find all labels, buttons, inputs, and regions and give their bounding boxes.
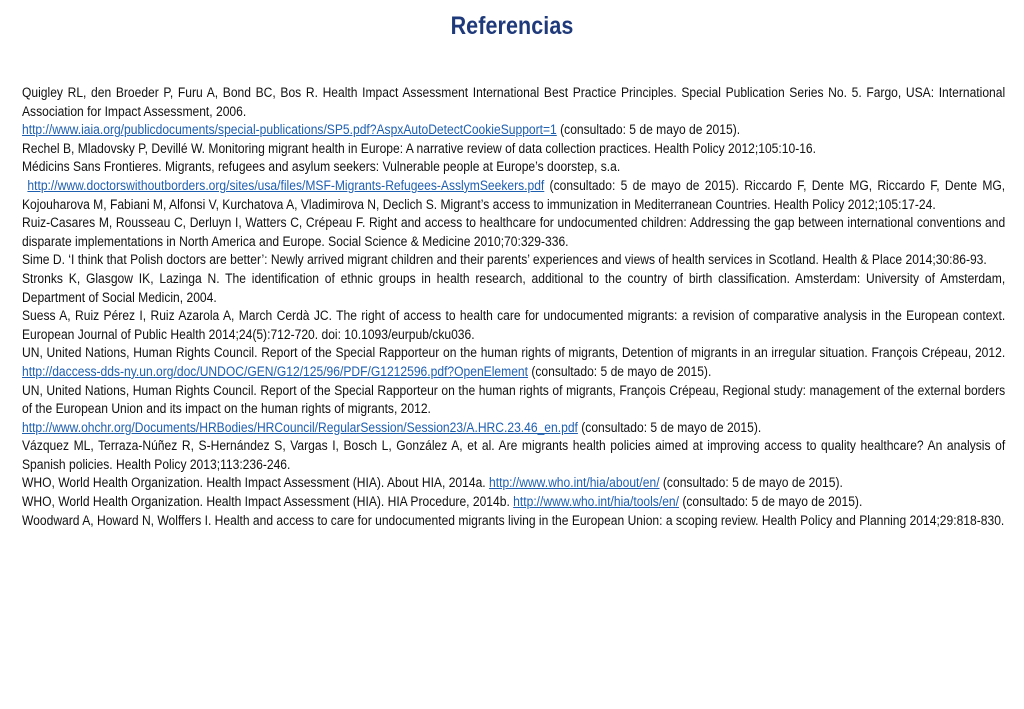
reference-consulted: (consultado: 5 de mayo de 2015).: [527, 363, 712, 379]
reference-text: UN, United Nations, Human Rights Council. Report of the Special Rapporteur on the human rights of migrants, Detention of migrants in an irregular situation. François Crépeau, 2012.: [22, 345, 1006, 361]
reference-item: [22, 214, 1005, 251]
reference-consulted: (consultado: 5 de mayo de 2015).: [556, 122, 741, 138]
reference-item: [22, 382, 1005, 438]
reference-item: [22, 307, 1005, 344]
reference-item: [22, 158, 1005, 177]
reference-item: [22, 270, 1005, 307]
reference-link[interactable]: http://www.ohchr.org/Documents/HRBodies/HRCouncil/RegularSession/Session23/A.HRC.23.46_en.pdf: [22, 419, 578, 435]
reference-item: [22, 437, 1005, 474]
reference-text: Sime D. ‘I think that Polish doctors are better’: Newly arrived migrant children and their parents’ experiences and views of health services in Scotland. Health & Place 2014;30:86-93.: [22, 252, 987, 268]
reference-text: Woodward A, Howard N, Wolffers I. Health and access to care for undocumented migrants living in the European Union: a scoping review. Health Policy and Planning 2014;29:818-830.: [22, 512, 1005, 528]
reference-consulted: (consultado: 5 de mayo de 2015).: [659, 475, 843, 491]
reference-item: [22, 493, 1005, 512]
reference-consulted: (consultado: 5 de mayo de 2015).: [577, 419, 762, 435]
reference-link[interactable]: http://daccess-dds-ny.un.org/doc/UNDOC/GEN/G12/125/96/PDF/G1212596.pdf?OpenElement: [22, 363, 528, 379]
reference-item: [22, 344, 1005, 381]
reference-link[interactable]: http://www.doctorswithoutborders.org/sites/usa/files/MSF-Migrants-Refugees-AsslymSeekers.pdf: [27, 177, 545, 193]
reference-link[interactable]: http://www.who.int/hia/tools/en/: [513, 494, 680, 510]
reference-item: [22, 512, 1005, 531]
reference-text: (consultado: 5 de mayo de 2015). Riccardo F, Dente MG, Riccardo F, Dente MG, Kojouharova M, Fabiani M, Alfonsi V, Kurchatova A, Vladimirova N, Declich S. Migrant’s access to immunization in Mediterranean Countries. Health Policy 2012;105:17-24.: [22, 177, 1006, 212]
reference-text: WHO, World Health Organization. Health Impact Assessment (HIA). HIA Procedure, 2014b.: [22, 494, 514, 510]
reference-item: [22, 251, 1005, 270]
reference-text: WHO, World Health Organization. Health Impact Assessment (HIA). About HIA, 2014a.: [22, 475, 490, 491]
reference-item: [22, 177, 1005, 214]
reference-item: [22, 84, 1005, 140]
reference-link[interactable]: http://www.who.int/hia/about/en/: [489, 475, 660, 491]
reference-item: [22, 140, 1005, 159]
reference-text: Vázquez ML, Terraza-Núñez R, S-Hernández S, Vargas I, Bosch L, González A, et al. Are migrants health policies aimed at improving access to quality healthcare? An analysis of Spanish policies. Health Policy 2013;113:236-246.: [22, 438, 1006, 472]
reference-item: [22, 474, 1005, 493]
reference-list: [22, 84, 1005, 530]
reference-text: UN, United Nations, Human Rights Council. Report of the Special Rapporteur on the human rights of migrants, François Crépeau, Regional study: management of the external borders of the European Union and its impact on the human rights of migrants, 2012.: [22, 382, 1006, 417]
reference-text: Rechel B, Mladovsky P, Devillé W. Monitoring migrant health in Europe: A narrative review of data collection practices. Health Policy 2012;105:10-16.: [22, 140, 817, 156]
reference-consulted: (consultado: 5 de mayo de 2015).: [679, 494, 863, 510]
reference-text: Stronks K, Glasgow IK, Lazinga N. The identification of ethnic groups in health research, additional to the country of birth classification. Amsterdam: University of Amsterdam, Department of Social Medicin, 2004.: [22, 270, 1006, 305]
reference-text: Quigley RL, den Broeder P, Furu A, Bond BC, Bos R. Health Impact Assessment International Best Practice Principles. Special Publication Series No. 5. Fargo, USA: International Association for Impact Assessment, 2006.: [22, 85, 1006, 119]
reference-text: Ruiz-Casares M, Rousseau C, Derluyn I, Watters C, Crépeau F. Right and access to healthcare for undocumented children: Addressing the gap between international conventions and disparate implementations in North America and Europe. Social Science & Medicine 2010;70:329-336.: [22, 215, 1006, 249]
reference-text: Suess A, Ruiz Pérez I, Ruiz Azarola A, March Cerdà JC. The right of access to health care for undocumented migrants: a revision of comparative analysis in the European context. European Journal of Public Health 2014;24(5):712-720. doi: 10.1093/eurpub/cku036.: [22, 308, 1006, 342]
reference-link[interactable]: http://www.iaia.org/publicdocuments/special-publications/SP5.pdf?AspxAutoDetectCookieSupport=1: [22, 122, 557, 138]
page-title: Referencias: [450, 12, 574, 40]
reference-text: Médicins Sans Frontieres. Migrants, refugees and asylum seekers: Vulnerable people at Europe’s doorstep, s.a.: [22, 159, 621, 175]
